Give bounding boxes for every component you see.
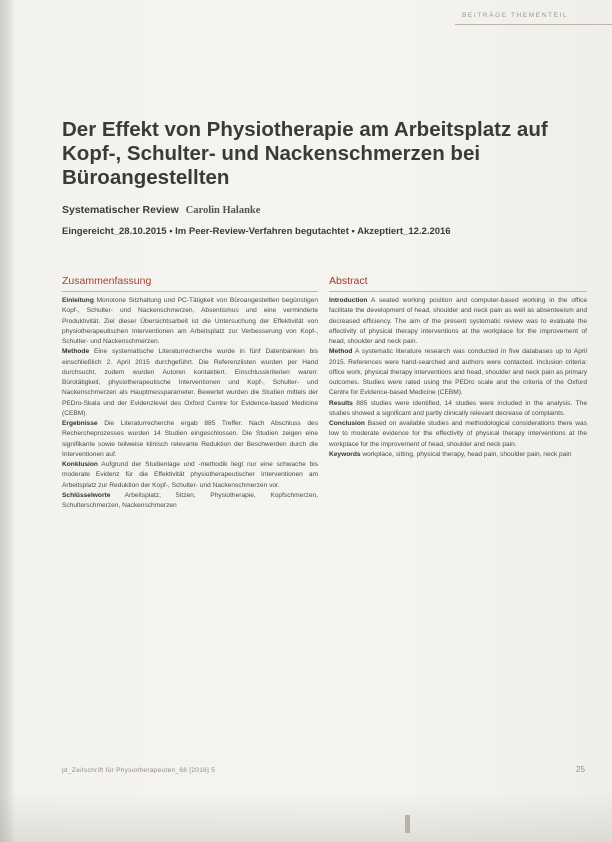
einleitung-label: Einleitung bbox=[62, 297, 94, 304]
konklusion-label: Konklusion bbox=[62, 461, 98, 468]
keywords-text: workplace, sitting, physical therapy, head pain, shoulder pain, neck pain bbox=[360, 450, 572, 458]
bookmark-ribbon bbox=[405, 815, 410, 833]
keywords-paragraph bbox=[329, 450, 587, 460]
conclusion-paragraph bbox=[329, 419, 587, 450]
header-rule bbox=[455, 24, 612, 25]
introduction-text: A seated working position and computer-based working in the office facilitate the development of head, shoulder and neck pain as well as absenteeism and decreased efficiency. The aim of the present systematic review was to evaluate the effectivity of physical therapy interventions at the workplace for the improvement of head, shoulder and neck pain. bbox=[329, 297, 587, 345]
abstract-column bbox=[329, 275, 587, 460]
article-subtitle bbox=[62, 204, 260, 216]
article-title: Der Effekt von Physiotherapie am Arbeitsplatz auf Kopf-, Schulter- und Nackenschmerzen bei Büroangestellten bbox=[62, 118, 548, 189]
results-paragraph bbox=[329, 399, 587, 420]
introduction-paragraph bbox=[329, 296, 587, 347]
schluesselworte-paragraph bbox=[62, 491, 318, 512]
schluesselworte-text: Arbeitsplatz, Sitzen, Physiotherapie, Kopfschmerzen, Schulterschmerzen, Nackenschmerzen bbox=[62, 491, 318, 509]
method-paragraph bbox=[329, 347, 587, 398]
einleitung-paragraph bbox=[62, 296, 318, 347]
introduction-label: Introduction bbox=[329, 297, 368, 304]
binding-shadow bbox=[0, 0, 14, 842]
conclusion-label: Conclusion bbox=[329, 420, 365, 427]
methode-text: Eine systematische Literaturrecherche wurde in fünf Datenbanken bis einschließlich 2. April 2015 durchgeführt. Die Referenzlisten wurden per Hand durchsucht, zudem wurden Autoren kontaktiert. Einschlusskriterien waren: Bürotätigkeit, physiotherapeutische Interventionen und Kopf-, Schulter- und Nackenschmerzen als Hauptmessparameter. Bewertet wurden die Studien mittels der PEDro-Skala und der Evidenzlevel des Oxford Centre for Evidence-based Medicine (CEBM). bbox=[62, 348, 318, 417]
section-label: BEITRÄGE THEMENTEIL bbox=[462, 12, 569, 19]
schluesselworte-label: Schlüsselworte bbox=[62, 491, 111, 499]
einleitung-text: Monotone Sitzhaltung und PC-Tätigkeit von Büroangestellten begünstigen Kopf-, Schulter- und Nackenschmerzen, Absentismus und eine verminderte Produktivität. Ziel dieser Übersichtsarbeit ist die Untersuchung der Effektivität von physiotherapeutischen Interventionen am Arbeitsplatz zur Verbesserung von Kopf-, Schulter- und Nackenschmerzen. bbox=[62, 297, 318, 345]
abstract-heading: Abstract bbox=[329, 275, 587, 292]
keywords-label: Keywords bbox=[329, 450, 361, 458]
method-label: Method bbox=[329, 348, 353, 356]
ergebnisse-text: Die Literaturrecherche ergab 885 Treffer. Nach Abschluss des Rechercheprozesses wurden 14 Studien eingeschlossen. Die Studien zeigen eine signifikante sowie teilweise klinisch relevante Reduktion der Beschwerden durch die Interventionen auf. bbox=[62, 420, 318, 458]
ergebnisse-label: Ergebnisse bbox=[62, 420, 98, 427]
konklusion-paragraph bbox=[62, 460, 318, 491]
zusammenfassung-column bbox=[62, 275, 318, 511]
zusammenfassung-heading: Zusammenfassung bbox=[62, 275, 318, 292]
methode-label: Methode bbox=[62, 348, 90, 356]
page-number: 25 bbox=[576, 765, 585, 774]
ergebnisse-paragraph bbox=[62, 419, 318, 460]
results-text: 885 studies were identified, 14 studies were included in the analysis. The studies showed a significant and partly clinically relevant decrease of complaints. bbox=[329, 399, 587, 417]
methode-paragraph bbox=[62, 347, 318, 419]
results-label: Results bbox=[329, 399, 353, 407]
journal-footer: pt_Zeitschrift für Physiotherapeuten_68 [2016] 5 bbox=[62, 767, 216, 774]
conclusion-text: Based on available studies and methodological considerations there was low to moderate evidence for the effectivity of physical therapy interventions at the workplace for the improvement of head, shoulder and neck pain. bbox=[329, 420, 587, 448]
article-type: Systematischer Review bbox=[62, 204, 179, 216]
article-author: Carolin Halanke bbox=[185, 205, 261, 216]
konklusion-text: Aufgrund der Studienlage und -methodik liegt nur eine schwache bis moderate Evidenz für die Effektivität physiotherapeutischer Interventionen am Arbeitsplatz zur Reduktion der Kopf-, Schulter- und Nackenschmerzen vor. bbox=[62, 461, 318, 489]
page-bottom-shade bbox=[0, 792, 612, 842]
method-text: A systematic literature research was conducted in five databases up to April 2015. References were hand-searched and authors were contacted. Inclusion criteria: office work, physical therapy interventions and head, shoulder and neck pain as primary outcomes. Studies were rated using the PEDro scale and the criteria of the Oxford Centre for Evidence-based Medicine (CEBM). bbox=[329, 348, 587, 397]
article-meta: Eingereicht_28.10.2015 • Im Peer-Review-Verfahren begutachtet • Akzeptiert_12.2.2016 bbox=[62, 226, 451, 237]
